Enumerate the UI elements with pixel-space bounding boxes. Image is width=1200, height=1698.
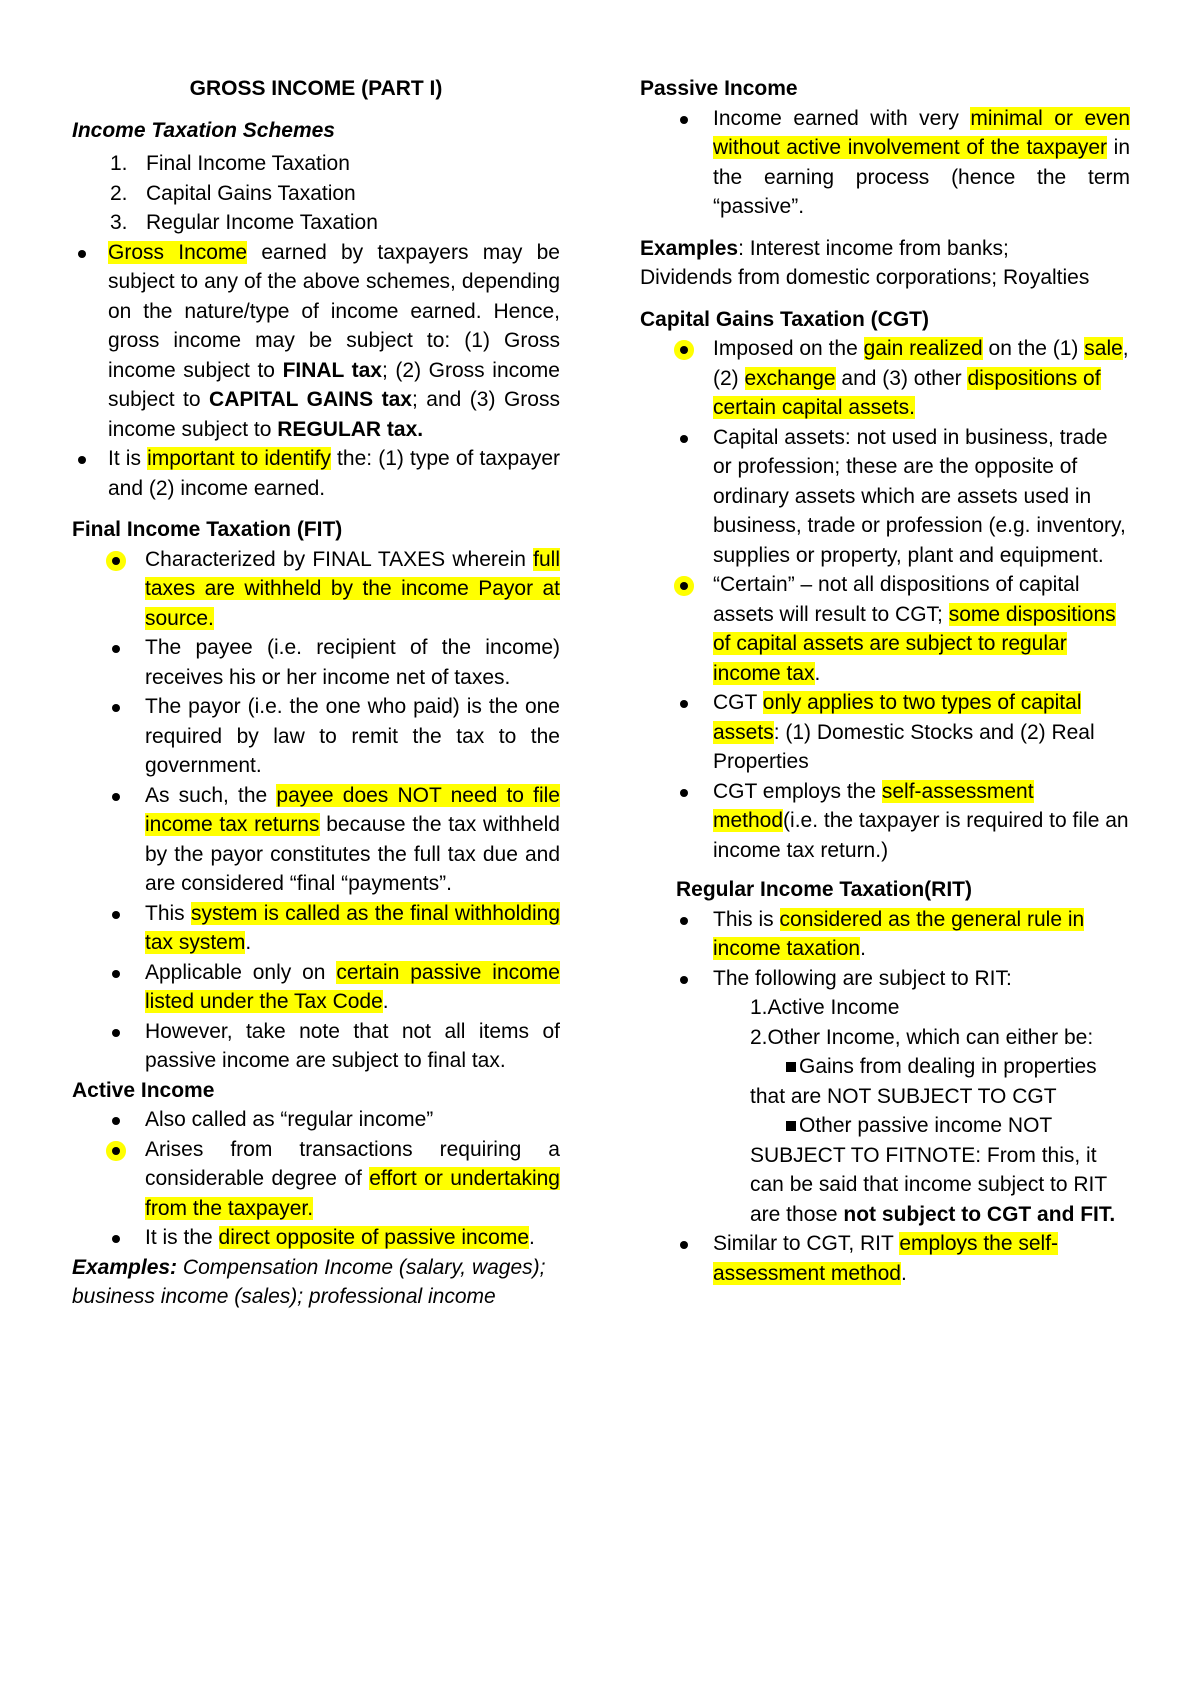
list-item: “Certain” – not all dispositions of capital assets will result to CGT; some dispositions of capital assets are subject to regular income tax.: [640, 570, 1130, 688]
cgt-heading: Capital Gains Taxation (CGT): [640, 307, 929, 331]
square-bullet-icon: [786, 1121, 796, 1131]
list-item: Imposed on the gain realized on the (1) sale, (2) exchange and (3) other dispositions of certain capital assets.: [640, 334, 1130, 423]
list-item: 1. Final Income Taxation: [110, 152, 350, 175]
list-item: This is considered as the general rule in income taxation.: [640, 905, 1130, 964]
rit-bullets: [640, 905, 1130, 994]
cgt-bullets: [640, 334, 1130, 865]
right-column: [640, 74, 1130, 1288]
list-item: Arises from transactions requiring a considerable degree of effort or undertaking from the taxpayer.: [72, 1135, 560, 1224]
bullet-icon: [112, 1147, 120, 1155]
bullet-icon: [112, 911, 120, 919]
rit-item-other: 2.Other Income, which can either be:: [750, 1025, 1094, 1049]
passive-examples-line2: Dividends from domestic corporations; Royalties: [640, 266, 1090, 289]
bullet-icon: [680, 700, 688, 708]
rit-sub-passive: Other passive income NOT: [640, 1111, 1130, 1141]
list-item: CGT employs the self-assessment method(i.e. the taxpayer is required to file an income tax return.): [640, 777, 1130, 866]
rit-sub-gains: Gains from dealing in properties: [640, 1052, 1130, 1082]
list-item: Characterized by FINAL TAXES wherein full taxes are withheld by the income Payor at source.: [72, 545, 560, 634]
square-bullet-icon: [786, 1062, 796, 1072]
bullet-icon: [78, 456, 86, 464]
bullet-icon: [680, 346, 688, 354]
gross-income-bullets: [72, 238, 560, 504]
list-item: Capital assets: not used in business, trade or profession; these are the opposite of ordinary assets which are assets used in business, trade or profession (e.g. inventory, supplies or property, plant and equipment.: [640, 423, 1130, 571]
rit-heading: Regular Income Taxation(RIT): [676, 878, 972, 901]
bullet-icon: [112, 1235, 120, 1243]
list-item: Applicable only on certain passive income listed under the Tax Code.: [72, 958, 560, 1017]
bullet-icon: [78, 250, 86, 258]
page-title: GROSS INCOME (PART I): [189, 77, 443, 100]
rit-note: SUBJECT TO FITNOTE: From this, it can be said that income subject to RIT are those not subject to CGT and FIT.: [750, 1143, 1116, 1226]
rit-sub-gains-cont: that are NOT SUBJECT TO CGT: [750, 1084, 1057, 1108]
bullet-icon: [112, 970, 120, 978]
list-item: 2. Capital Gains Taxation: [110, 181, 356, 205]
list-item: The following are subject to RIT:: [640, 964, 1130, 994]
list-item: The payor (i.e. the one who paid) is the one required by law to remit the tax to the government.: [72, 692, 560, 781]
list-item: CGT only applies to two types of capital assets: (1) Domestic Stocks and (2) Real Properties: [640, 688, 1130, 777]
active-income-heading: Active Income: [72, 1078, 215, 1102]
list-item: This system is called as the final withholding tax system.: [72, 899, 560, 958]
active-income-bullets: [72, 1105, 560, 1253]
rit-bullets-2: [640, 1229, 1130, 1288]
rit-item-active: 1.Active Income: [750, 996, 900, 1019]
list-item: It is important to identify the: (1) type of taxpayer and (2) income earned.: [72, 444, 560, 503]
active-examples: Examples: Compensation Income (salary, wages); business income (sales); professional income: [72, 1255, 546, 1308]
list-item: As such, the payee does NOT need to file income tax returns because the tax withheld by the payor constitutes the full tax due and are considered “final “payments”.: [72, 781, 560, 899]
left-column: [72, 74, 560, 1312]
list-item: Gross Income earned by taxpayers may be subject to any of the above schemes, depending on the nature/type of income earned. Hence, gross income may be subject to: (1) Gross income subject to FINAL tax; (2) Gross income subject to CAPITAL GAINS tax; and (3) Gross income subject to REGULAR tax.: [72, 238, 560, 445]
list-item: The payee (i.e. recipient of the income) receives his or her income net of taxes.: [72, 633, 560, 692]
fit-bullets: [72, 545, 560, 1076]
bullet-icon: [680, 789, 688, 797]
list-item: It is the direct opposite of passive income.: [72, 1223, 560, 1253]
bullet-icon: [112, 557, 120, 565]
list-item: Also called as “regular income”: [72, 1105, 560, 1135]
passive-income-heading: Passive Income: [640, 77, 798, 100]
bullet-icon: [112, 793, 120, 801]
list-item: However, take note that not all items of passive income are subject to final tax.: [72, 1017, 560, 1076]
schemes-heading: Income Taxation Schemes: [72, 118, 335, 142]
list-item: Income earned with very minimal or even without active involvement of the taxpayer in the earning process (hence the term “passive”.: [640, 104, 1130, 222]
list-item: 3. Regular Income Taxation: [110, 211, 378, 234]
bullet-icon: [112, 1029, 120, 1037]
bullet-icon: [680, 116, 688, 124]
list-item: Similar to CGT, RIT employs the self-assessment method.: [640, 1229, 1130, 1288]
bullet-icon: [680, 976, 688, 984]
bullet-icon: [112, 645, 120, 653]
schemes-list: [72, 149, 560, 238]
bullet-icon: [112, 1117, 120, 1125]
passive-income-bullets: [640, 104, 1130, 222]
passive-examples: Examples: Interest income from banks;: [640, 236, 1009, 260]
bullet-icon: [680, 435, 688, 443]
fit-heading: Final Income Taxation (FIT): [72, 518, 343, 541]
bullet-icon: [680, 917, 688, 925]
bullet-icon: [680, 582, 688, 590]
bullet-icon: [112, 704, 120, 712]
bullet-icon: [680, 1241, 688, 1249]
